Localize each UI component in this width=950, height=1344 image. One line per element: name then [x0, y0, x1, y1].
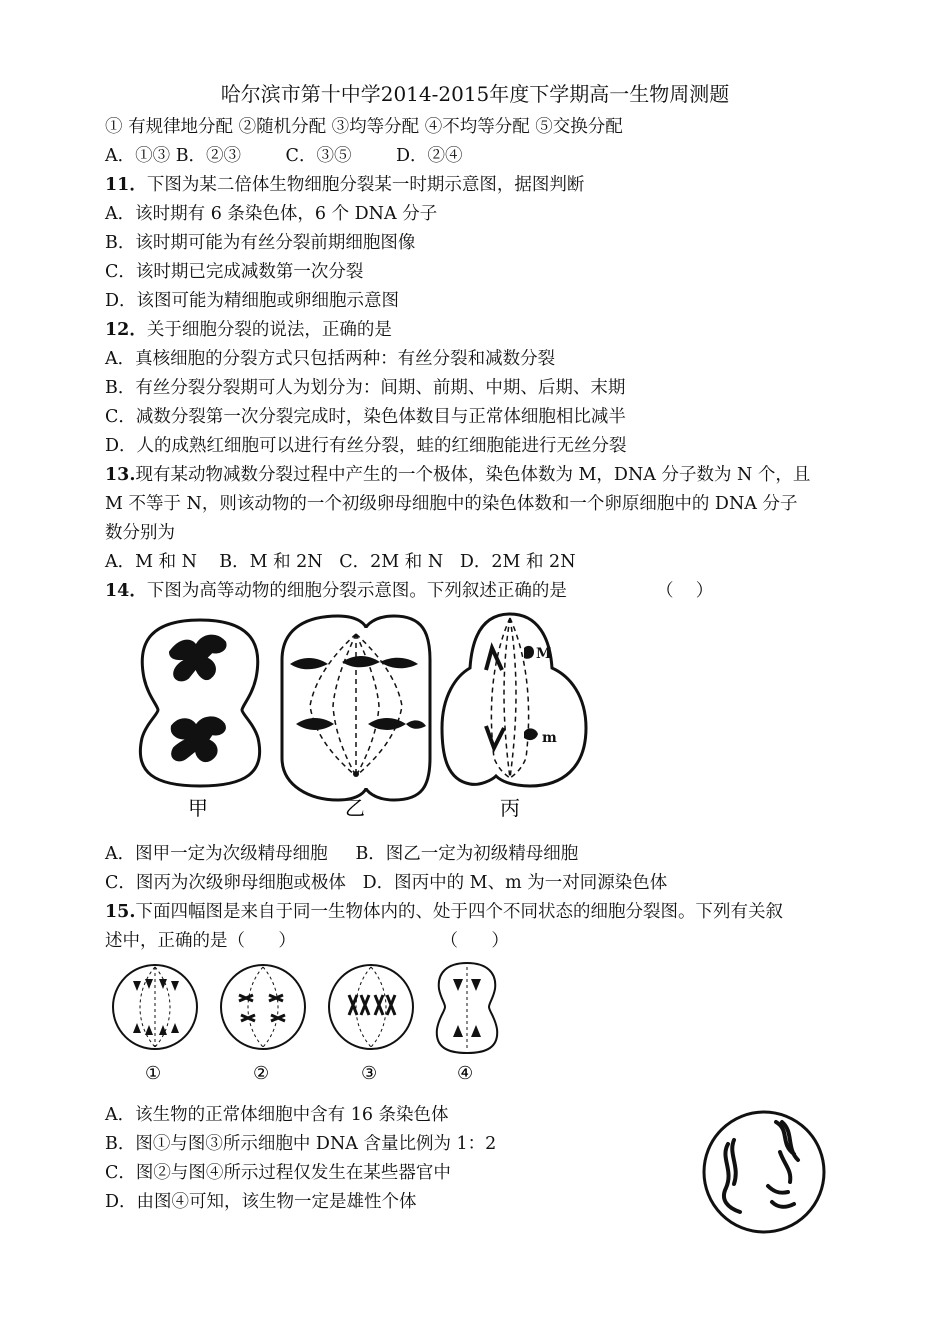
- fig14-label-jia: 甲: [188, 796, 208, 820]
- fig15-label-4: ④: [457, 1063, 474, 1084]
- q14-options-cd: C．图丙为次级卵母细胞或极体 D．图丙中的 M、m 为一对同源染色体: [105, 873, 668, 893]
- q14-figure: [130, 608, 600, 823]
- q15-figure: [105, 955, 515, 1085]
- fig14-label-bing: 丙: [500, 796, 520, 820]
- cell-3-spindle: [356, 967, 386, 1047]
- fig15-label-1: ①: [145, 1063, 162, 1084]
- bing-chromosomes: [486, 648, 504, 748]
- q13-line2: M 不等于 N，则该动物的一个初级卵母细胞中的染色体数和一个卵原细胞中的 DNA 分子: [105, 494, 798, 514]
- fig15-label-3: ③: [361, 1063, 378, 1084]
- q11-option-d: D．该图可能为精细胞或卵细胞示意图: [105, 291, 400, 311]
- q15-option-b: B．图①与图③所示细胞中 DNA 含量比例为 1：2: [105, 1134, 497, 1154]
- q11-option-b: B．该时期可能为有丝分裂前期细胞图像: [105, 233, 416, 253]
- side-cell-chromosomes: [724, 1122, 798, 1212]
- q15-line2: 述中，正确的是（ ） （ ）: [105, 931, 509, 951]
- q12-option-d: D．人的成熟红细胞可以进行有丝分裂，蛙的红细胞能进行无丝分裂: [105, 436, 627, 456]
- fig14-label-yi: 乙: [345, 796, 365, 820]
- q11-number: 11．: [105, 175, 147, 195]
- yi-chromosomes-top: [290, 656, 418, 669]
- q13-line3: 数分别为: [105, 523, 175, 543]
- q15-line1: [105, 899, 783, 925]
- q14-text: 下图为高等动物的细胞分裂示意图。下列叙述正确的是: [146, 581, 567, 601]
- q15-text: 下面四幅图是来自于同一生物体内的、处于四个不同状态的细胞分裂图。下列有关叙: [135, 902, 783, 922]
- q11-stem: [105, 172, 584, 198]
- bing-marker-m: [524, 728, 557, 746]
- side-cell-outline: [704, 1112, 824, 1232]
- q15-option-a: A．该生物的正常体细胞中含有 16 条染色体: [105, 1105, 449, 1125]
- q14-stem: [105, 578, 567, 604]
- cell-3-outline: [329, 965, 413, 1049]
- jia-chromosomes-top: [170, 636, 226, 681]
- q12-number: 12．: [105, 320, 147, 340]
- jia-chromosomes-bottom: [172, 717, 225, 761]
- q11-text: 下图为某二倍体生物细胞分裂某一时期示意图，据图判断: [146, 175, 585, 195]
- q14-answer-paren: （ ）: [656, 581, 714, 601]
- cell-2-spindle: [248, 967, 278, 1047]
- q11-cell-figure: [698, 1108, 833, 1238]
- q13-line1: [105, 462, 810, 488]
- yi-spindle: [310, 634, 402, 776]
- q12-stem: [105, 317, 392, 343]
- fig14-marker-M: M: [536, 646, 552, 662]
- q13-answers: A．M 和 N B．M 和 2N C．2M 和 N D．2M 和 2N: [105, 552, 576, 572]
- q12-option-c: C．减数分裂第一次分裂完成时，染色体数目与正常体细胞相比减半: [105, 407, 626, 427]
- bing-spindle: [491, 618, 528, 778]
- cell-2-outline: [221, 965, 305, 1049]
- q12-option-b: B．有丝分裂分裂期可人为划分为：间期、前期、中期、后期、末期: [105, 378, 626, 398]
- q13-number: 13.: [105, 465, 136, 485]
- page-title: 哈尔滨市第十中学2014-2015年度下学期高一生物周测题: [220, 82, 730, 106]
- q15-number: 15.: [105, 902, 136, 922]
- q15-option-c: C．图②与图④所示过程仅发生在某些器官中: [105, 1163, 451, 1183]
- q15-option-d: D．由图④可知，该生物一定是雄性个体: [105, 1192, 417, 1212]
- q11-option-a: A．该时期有 6 条染色体，6 个 DNA 分子: [105, 204, 438, 224]
- q10-answers: A．①③ B．②③ C．③⑤ D．②④: [105, 146, 463, 166]
- q10-options: ① 有规律地分配 ②随机分配 ③均等分配 ④不均等分配 ⑤交换分配: [105, 117, 623, 137]
- fig15-label-2: ②: [253, 1063, 270, 1084]
- q13-text: 现有某动物减数分裂过程中产生的一个极体，染色体数为 M，DNA 分子数为 N 个，且: [135, 465, 811, 485]
- q14-number: 14．: [105, 581, 147, 601]
- q11-option-c: C．该时期已完成减数第一次分裂: [105, 262, 364, 282]
- cell-3-chromosomes: [349, 995, 395, 1015]
- yi-chromosomes-bottom: [296, 718, 426, 730]
- bing-marker-M: [524, 646, 552, 662]
- cell-1-outline: [113, 965, 197, 1049]
- q12-option-a: A．真核细胞的分裂方式只包括两种：有丝分裂和减数分裂: [105, 349, 556, 369]
- fig14-marker-m: m: [542, 730, 557, 746]
- q12-text: 关于细胞分裂的说法，正确的是: [146, 320, 392, 340]
- cell-bing: [442, 614, 586, 786]
- q14-options-ab: A．图甲一定为次级精母细胞 B．图乙一定为初级精母细胞: [105, 844, 579, 864]
